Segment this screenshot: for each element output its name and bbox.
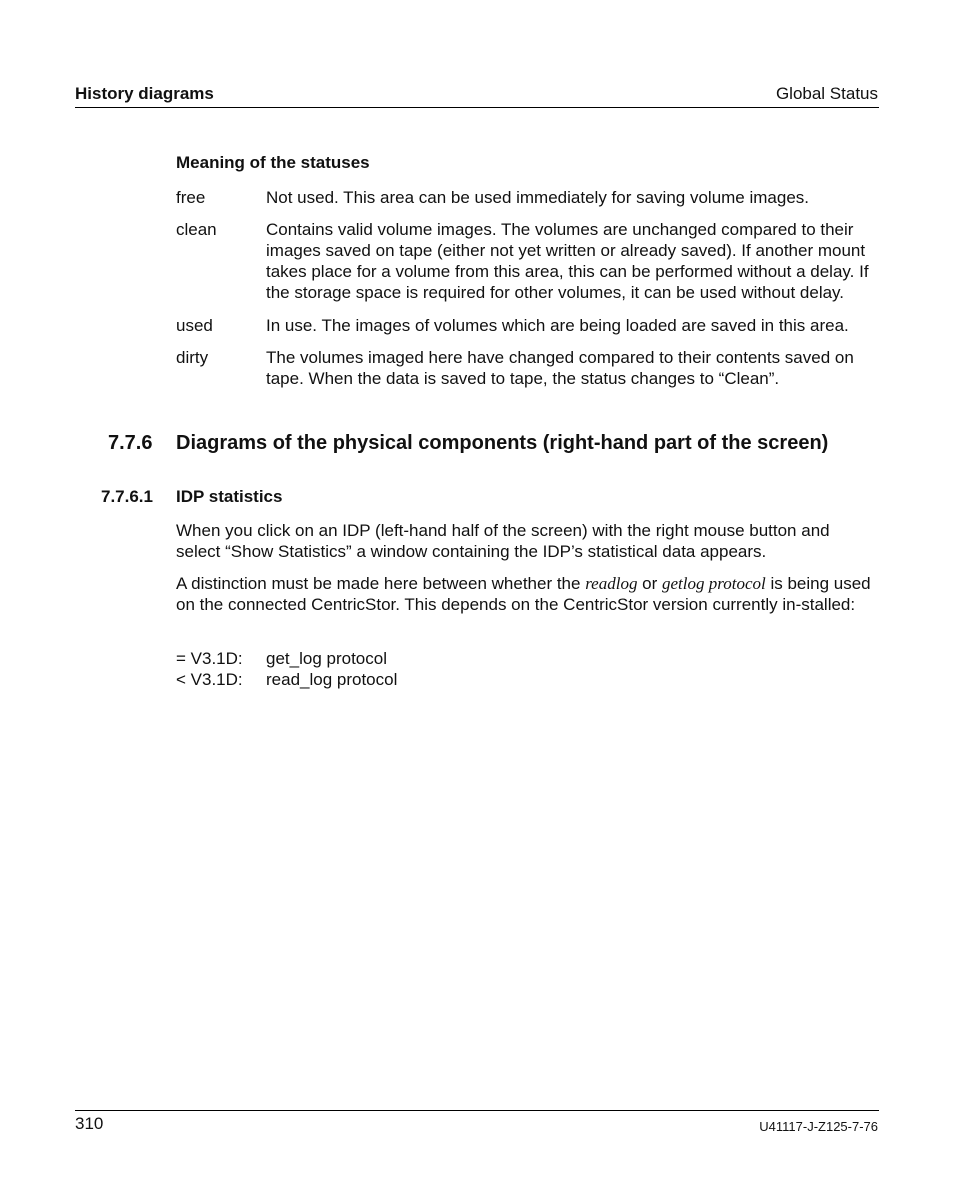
footer-rule [75,1110,879,1111]
statuses-heading: Meaning of the statuses [176,153,370,172]
page-number: 310 [75,1114,104,1133]
readlog-term: readlog [585,574,638,593]
paragraph-protocol-distinction [176,573,876,615]
document-id: U41117-J-Z125-7-76 [759,1119,878,1134]
paragraph-text: or [637,574,663,593]
version-cond: = V3.1D: [176,649,243,668]
subsection-title: IDP statistics [176,487,283,506]
paragraph-text: is being used on the connected CentricStor. This depends on the CentricStor version currently in-stalled: [176,574,871,614]
section-title: Diagrams of the physical components (right-hand part of the screen) [176,432,829,454]
status-term-free: free [176,188,206,207]
version-protocol: read_log protocol [266,670,398,689]
status-term-clean: clean [176,220,217,239]
status-term-used: used [176,316,213,335]
status-desc-dirty: The volumes imaged here have changed compared to their contents saved on tape. When the data is saved to tape, the status changes to “Clean”. [266,348,854,388]
status-term-dirty: dirty [176,348,209,367]
running-header-section: Global Status [775,84,878,103]
version-protocol: get_log protocol [266,649,387,668]
getlog-term: getlog protocol [662,574,766,593]
status-desc-used: In use. The images of volumes which are being loaded are saved in this area. [266,316,849,335]
status-desc-free: Not used. This area can be used immediately for saving volume images. [266,188,810,207]
running-header-title: History diagrams [75,84,214,103]
paragraph-show-statistics: When you click on an IDP (left-hand half of the screen) with the right mouse button and select “Show Statistics” a window containing the IDP’s statistical data appears. [176,521,830,561]
version-cond: < V3.1D: [176,670,243,689]
section-number: 7.7.6 [108,432,153,454]
subsection-number: 7.7.6.1 [101,487,153,506]
header-rule [75,107,879,108]
status-desc-clean: Contains valid volume images. The volumes are unchanged compared to their images saved on tape (either not yet written or already saved). If another mount takes place for a volume from this area, this can be performed without a delay. If the storage space is required for other volumes, it can be used without delay. [266,220,869,302]
paragraph-text: A distinction must be made here between whether the [176,574,586,593]
